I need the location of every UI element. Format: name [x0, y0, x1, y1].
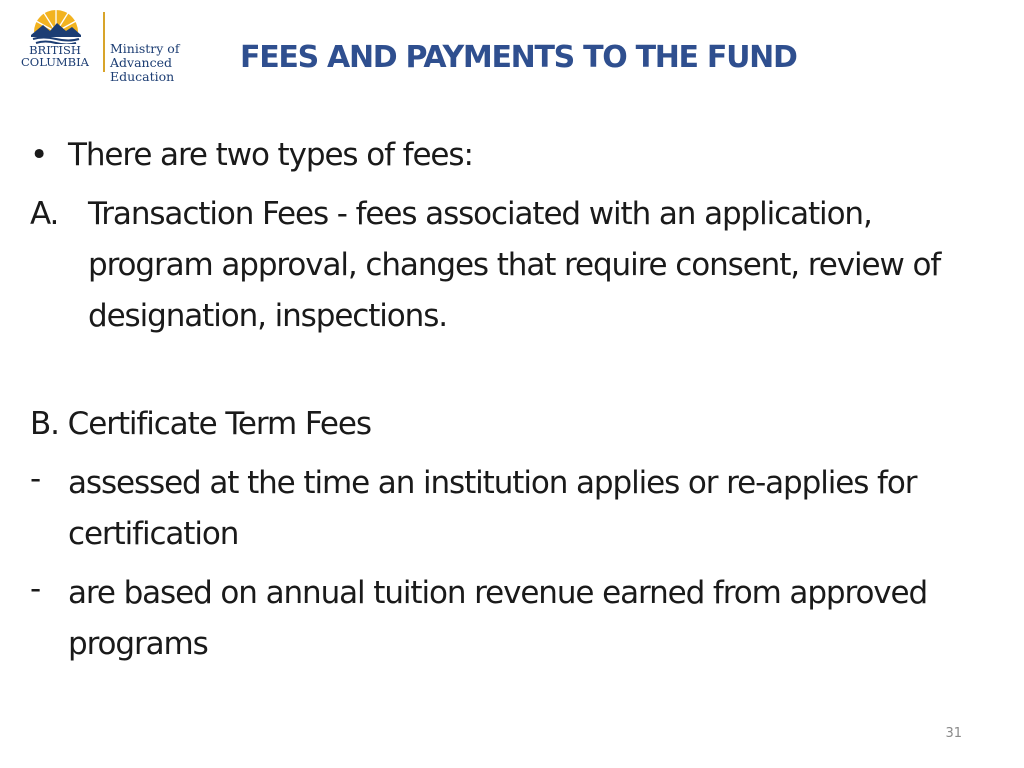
ministry-name-line2: Advanced Education: [110, 55, 175, 84]
ministry-name: [110, 42, 235, 84]
slide-title: FEES AND PAYMENTS TO THE FUND: [240, 40, 797, 75]
bc-logo-mark: [12, 10, 98, 76]
intro-bullet: [30, 130, 1000, 181]
logo-divider: [103, 12, 105, 72]
item-b-text: B. Certificate Term Fees: [30, 406, 371, 442]
item-a-text: Transaction Fees - fees associated with an application, program approval, changes that require consent, review of designation, inspections.: [88, 196, 941, 334]
sub-item: [30, 568, 1000, 670]
ministry-name-line1: Ministry of: [110, 41, 180, 56]
item-b: [30, 399, 1000, 450]
sub-item: [30, 458, 1000, 560]
sun-mountain-emblem-icon: [31, 10, 81, 44]
bullet-marker: •: [30, 137, 48, 173]
sub-item-text: assessed at the time an institution applies or re-applies for certification: [68, 465, 917, 552]
province-name: [12, 44, 98, 68]
dash-marker: -: [30, 571, 41, 607]
slide-number: 31: [945, 726, 962, 741]
sub-item-text: are based on annual tuition revenue earned from approved programs: [68, 575, 928, 662]
item-a-marker: A.: [30, 196, 59, 232]
intro-text: There are two types of fees:: [68, 137, 473, 173]
bc-ministry-logo: [12, 10, 226, 84]
dash-marker: -: [30, 461, 41, 497]
slide-body: [30, 130, 1000, 670]
province-name-line1: BRITISH: [29, 43, 81, 57]
item-a: [30, 189, 1000, 342]
province-name-line2: COLUMBIA: [20, 55, 89, 69]
